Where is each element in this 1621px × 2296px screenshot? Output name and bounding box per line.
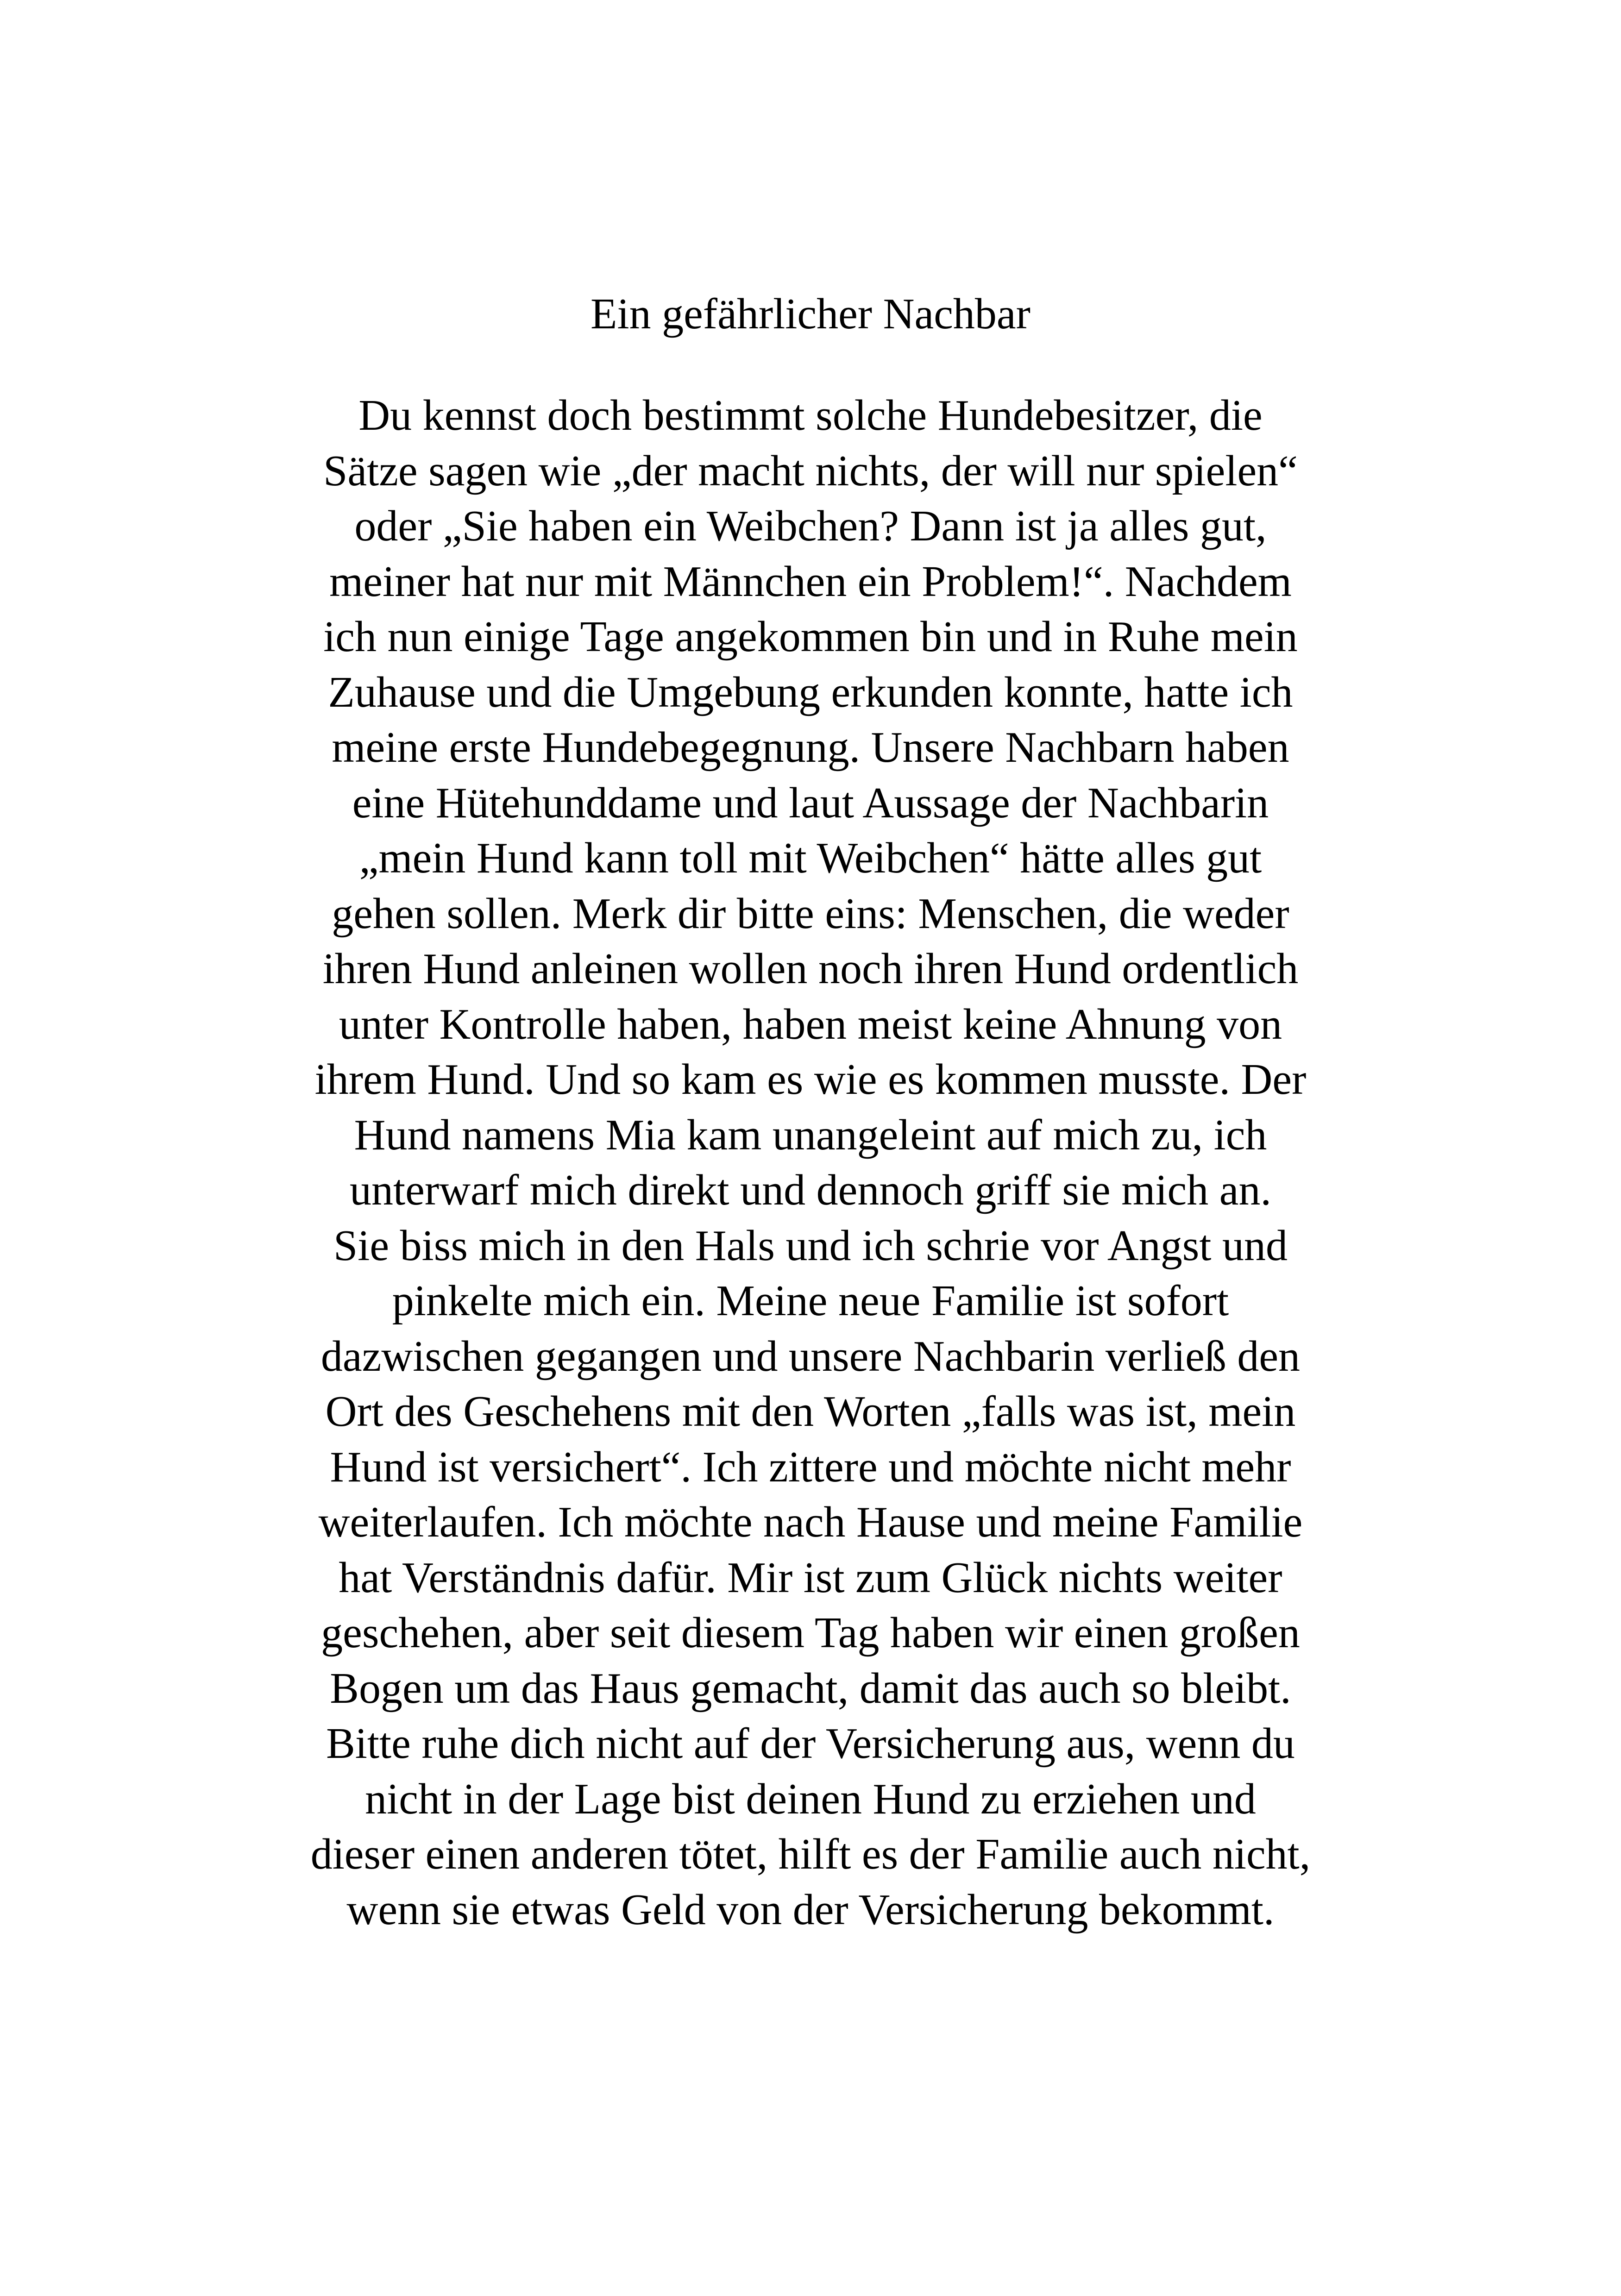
text-line: Ort des Geschehens mit den Worten „falls was ist, mein	[325, 1387, 1296, 1436]
text-line: gehen sollen. Merk dir bitte eins: Menschen, die weder	[332, 889, 1289, 938]
text-line: geschehen, aber seit diesem Tag haben wir einen großen	[321, 1609, 1300, 1657]
text-line: eine Hütehunddame und laut Aussage der Nachbarin	[352, 778, 1269, 827]
text-line: meiner hat nur mit Männchen ein Problem!“. Nachdem	[329, 557, 1292, 606]
text-line: dieser einen anderen tötet, hilft es der Familie auch nicht,	[310, 1830, 1311, 1878]
text-line: ihrem Hund. Und so kam es wie es kommen musste. Der	[314, 1055, 1307, 1104]
body-paragraph	[0, 388, 1621, 1938]
text-line: Sätze sagen wie „der macht nichts, der will nur spielen“	[323, 446, 1298, 495]
page-title: Ein gefährlicher Nachbar	[591, 290, 1030, 338]
text-line: dazwischen gegangen und unsere Nachbarin verließ den	[320, 1332, 1301, 1380]
text-line: hat Verständnis dafür. Mir ist zum Glück nichts weiter	[339, 1553, 1282, 1602]
text-line: Bogen um das Haus gemacht, damit das auch so bleibt.	[330, 1664, 1291, 1713]
text-line: weiterlaufen. Ich möchte nach Hause und meine Familie	[318, 1498, 1303, 1546]
text-line: „mein Hund kann toll mit Weibchen“ hätte alles gut	[359, 834, 1262, 882]
text-line: Hund ist versichert“. Ich zittere und möchte nicht mehr	[330, 1443, 1291, 1491]
text-line: Du kennst doch bestimmt solche Hundebesitzer, die	[358, 391, 1263, 439]
text-line: wenn sie etwas Geld von der Versicherung bekommt.	[346, 1885, 1275, 1934]
text-line: Bitte ruhe dich nicht auf der Versicherung aus, wenn du	[326, 1719, 1295, 1768]
text-line: unterwarf mich direkt und dennoch griff sie mich an.	[350, 1166, 1271, 1214]
text-line: meine erste Hundebegegnung. Unsere Nachbarn haben	[332, 723, 1289, 772]
text-line: nicht in der Lage bist deinen Hund zu erziehen und	[365, 1775, 1256, 1823]
text-line: Zuhause und die Umgebung erkunden konnte, hatte ich	[328, 668, 1293, 716]
text-line: ihren Hund anleinen wollen noch ihren Hund ordentlich	[322, 945, 1299, 993]
text-line: pinkelte mich ein. Meine neue Familie ist sofort	[392, 1277, 1229, 1325]
text-line: Hund namens Mia kam unangeleint auf mich zu, ich	[354, 1110, 1267, 1159]
text-line: unter Kontrolle haben, haben meist keine Ahnung von	[339, 1000, 1282, 1048]
text-line: oder „Sie haben ein Weibchen? Dann ist ja alles gut,	[354, 502, 1267, 550]
text-line: ich nun einige Tage angekommen bin und in Ruhe mein	[323, 613, 1298, 661]
text-line: Sie biss mich in den Hals und ich schrie vor Angst und	[333, 1221, 1288, 1270]
